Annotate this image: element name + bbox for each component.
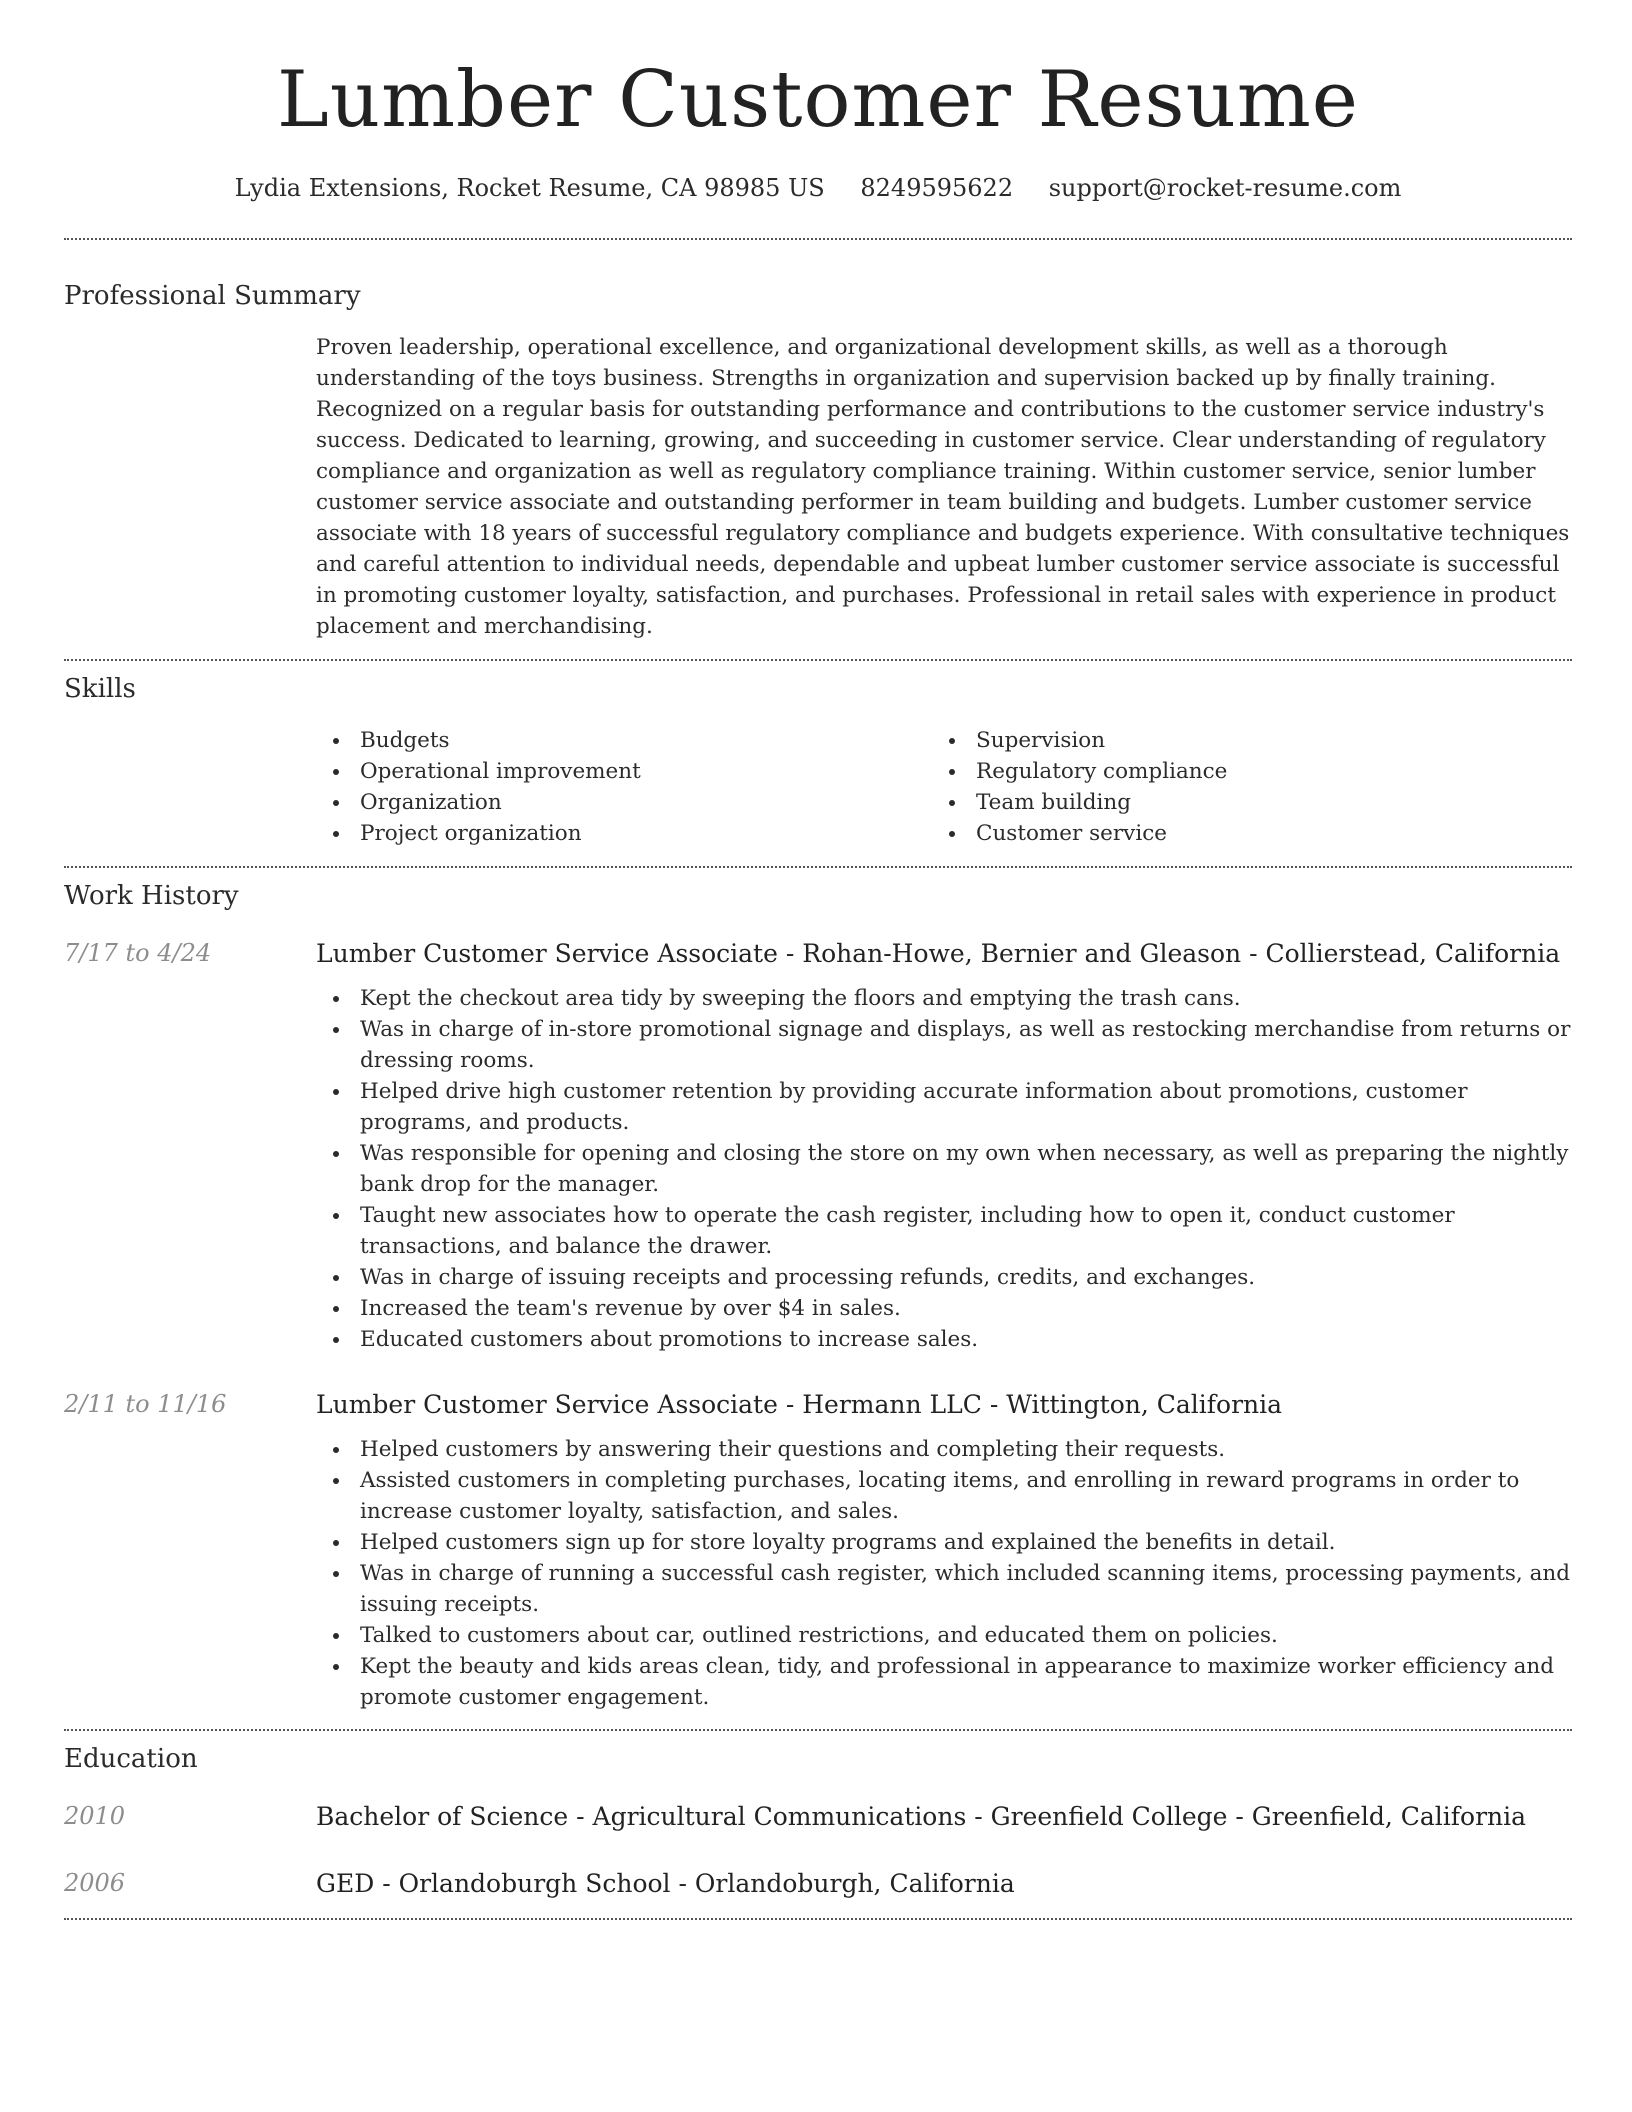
skill-item: Project organization — [316, 818, 932, 849]
contact-email: support@rocket-resume.com — [1048, 174, 1402, 202]
divider — [64, 238, 1572, 240]
job-duty: Educated customers about promotions to increase sales. — [316, 1324, 1572, 1355]
skill-item: Supervision — [932, 725, 1548, 756]
job-duty: Increased the team's revenue by over $4 in sales. — [316, 1293, 1572, 1324]
job-duty: Was in charge of in-store promotional signage and displays, as well as restocking merchandise from returns or dressing rooms. — [316, 1014, 1572, 1076]
skills-grid — [316, 725, 1572, 849]
divider — [64, 866, 1572, 868]
education-entry — [64, 1867, 1572, 1901]
job-duty: Kept the beauty and kids areas clean, tidy, and professional in appearance to maximize worker efficiency and promote customer engagement. — [316, 1651, 1572, 1713]
job-dates: 7/17 to 4/24 — [64, 939, 212, 967]
job-heading: Lumber Customer Service Associate - Rohan-Howe, Bernier and Gleason - Collierstead, California — [316, 939, 1561, 968]
divider — [64, 1918, 1572, 1920]
contact-line — [64, 172, 1572, 204]
resume-page — [64, 0, 1572, 1920]
job-duty: Was in charge of running a successful cash register, which included scanning items, processing payments, and issuing receipts. — [316, 1558, 1572, 1620]
contact-phone: 8249595622 — [860, 174, 1014, 202]
skill-item: Budgets — [316, 725, 932, 756]
resume-name: Lumber Customer Resume — [277, 55, 1359, 145]
skill-item: Regulatory compliance — [932, 756, 1548, 787]
skill-item: Organization — [316, 787, 932, 818]
divider — [64, 659, 1572, 661]
education-entry — [64, 1800, 1572, 1834]
summary-section-title: Professional Summary — [64, 281, 361, 311]
job-heading: Lumber Customer Service Associate - Hermann LLC - Wittington, California — [316, 1390, 1283, 1419]
job-duty: Kept the checkout area tidy by sweeping the floors and emptying the trash cans. — [316, 983, 1572, 1014]
job-duty: Was responsible for opening and closing the store on my own when necessary, as well as preparing the nightly bank drop for the manager. — [316, 1138, 1572, 1200]
job-duty: Was in charge of issuing receipts and processing refunds, credits, and exchanges. — [316, 1262, 1572, 1293]
job-duty: Talked to customers about car, outlined restrictions, and educated them on policies. — [316, 1620, 1572, 1651]
skill-item: Customer service — [932, 818, 1548, 849]
skills-section-title: Skills — [64, 674, 136, 704]
divider — [64, 1729, 1572, 1731]
skill-item: Team building — [932, 787, 1548, 818]
summary-text: Proven leadership, operational excellence, and organizational development skills, as well as a thorough understanding of the toys business. Strengths in organization and supervision backed up by finally training. Recognized on a regular basis for outstanding performance and contributions to the customer service industry's success. Dedicated to learning, growing, and succeeding in customer service. Clear understanding of regulatory compliance and organization as well as regulatory compliance training. Within customer service, senior lumber customer service associate and outstanding performer in team building and budgets. Lumber customer service associate with 18 years of successful regulatory compliance and budgets experience. With consultative techniques and careful attention to individual needs, dependable and upbeat lumber customer service associate is successful in promoting customer loyalty, satisfaction, and purchases. Professional in retail sales with experience in product placement and merchandising. — [316, 335, 1570, 639]
education-section-title: Education — [64, 1744, 198, 1774]
job-duty: Helped drive high customer retention by providing accurate information about promotions, customer programs, and products. — [316, 1076, 1572, 1138]
skills-row — [64, 725, 1572, 849]
job-entry — [64, 937, 1572, 1355]
job-entry — [64, 1388, 1572, 1713]
job-duty: Helped customers by answering their questions and completing their requests. — [316, 1434, 1572, 1465]
skills-list-left — [316, 725, 932, 849]
work-section-title: Work History — [64, 881, 239, 911]
contact-address: Lydia Extensions, Rocket Resume, CA 98985 US — [234, 174, 825, 202]
job-duty: Taught new associates how to operate the cash register, including how to open it, conduct customer transactions, and balance the drawer. — [316, 1200, 1572, 1262]
job-dates: 2/11 to 11/16 — [64, 1390, 227, 1418]
education-year: 2006 — [64, 1869, 126, 1897]
job-duty: Helped customers sign up for store loyalty programs and explained the benefits in detail. — [316, 1527, 1572, 1558]
skills-list-right — [932, 725, 1548, 849]
job-duties — [316, 983, 1572, 1355]
skill-item: Operational improvement — [316, 756, 932, 787]
summary-row — [64, 332, 1572, 642]
summary-left-spacer — [64, 332, 316, 642]
job-duty: Assisted customers in completing purchases, locating items, and enrolling in reward programs in order to increase customer loyalty, satisfaction, and sales. — [316, 1465, 1572, 1527]
education-detail: GED - Orlandoburgh School - Orlandoburgh, California — [316, 1869, 1015, 1898]
education-year: 2010 — [64, 1802, 126, 1830]
skills-left-spacer — [64, 725, 316, 849]
education-detail: Bachelor of Science - Agricultural Communications - Greenfield College - Greenfield, California — [316, 1802, 1527, 1831]
job-duties — [316, 1434, 1572, 1713]
